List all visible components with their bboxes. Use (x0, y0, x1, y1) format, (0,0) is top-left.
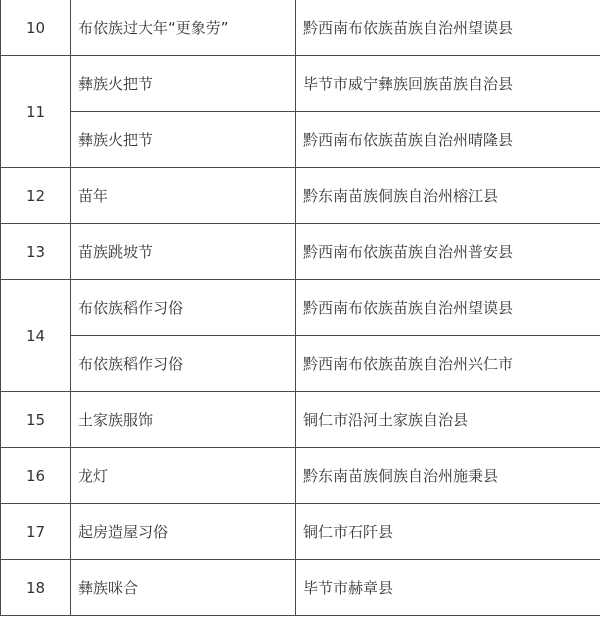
item-name: 布依族过大年“更象劳” (71, 0, 296, 56)
table-row (1, 168, 600, 224)
item-name: 布依族稻作习俗 (71, 336, 296, 392)
row-number: 10 (1, 0, 71, 56)
item-name: 布依族稻作习俗 (71, 280, 296, 336)
row-number: 12 (1, 168, 71, 224)
item-area: 毕节市赫章县 (296, 560, 600, 616)
item-area: 铜仁市沿河土家族自治县 (296, 392, 600, 448)
item-area: 黔东南苗族侗族自治州榕江县 (296, 168, 600, 224)
item-name: 苗年 (71, 168, 296, 224)
item-name: 龙灯 (71, 448, 296, 504)
item-name: 彝族火把节 (71, 112, 296, 168)
table-row (1, 504, 600, 560)
item-name: 起房造屋习俗 (71, 504, 296, 560)
row-number: 15 (1, 392, 71, 448)
row-number: 11 (1, 56, 71, 168)
item-area: 黔西南布依族苗族自治州兴仁市 (296, 336, 600, 392)
table-row (1, 112, 600, 168)
row-number: 16 (1, 448, 71, 504)
item-name: 苗族跳坡节 (71, 224, 296, 280)
row-number: 17 (1, 504, 71, 560)
table-row (1, 0, 600, 56)
item-area: 铜仁市石阡县 (296, 504, 600, 560)
item-area: 黔西南布依族苗族自治州望谟县 (296, 280, 600, 336)
row-number: 13 (1, 224, 71, 280)
table-row (1, 448, 600, 504)
row-number: 14 (1, 280, 71, 392)
table-row (1, 224, 600, 280)
item-name: 彝族咪合 (71, 560, 296, 616)
item-name: 土家族服饰 (71, 392, 296, 448)
item-area: 黔西南布依族苗族自治州望谟县 (296, 0, 600, 56)
table-row (1, 56, 600, 112)
item-area: 毕节市威宁彝族回族苗族自治县 (296, 56, 600, 112)
item-area: 黔西南布依族苗族自治州普安县 (296, 224, 600, 280)
item-area: 黔东南苗族侗族自治州施秉县 (296, 448, 600, 504)
table-row (1, 560, 600, 616)
row-number: 18 (1, 560, 71, 616)
item-name: 彝族火把节 (71, 56, 296, 112)
table-row (1, 392, 600, 448)
table-row (1, 336, 600, 392)
table-row (1, 280, 600, 336)
item-area: 黔西南布依族苗族自治州晴隆县 (296, 112, 600, 168)
